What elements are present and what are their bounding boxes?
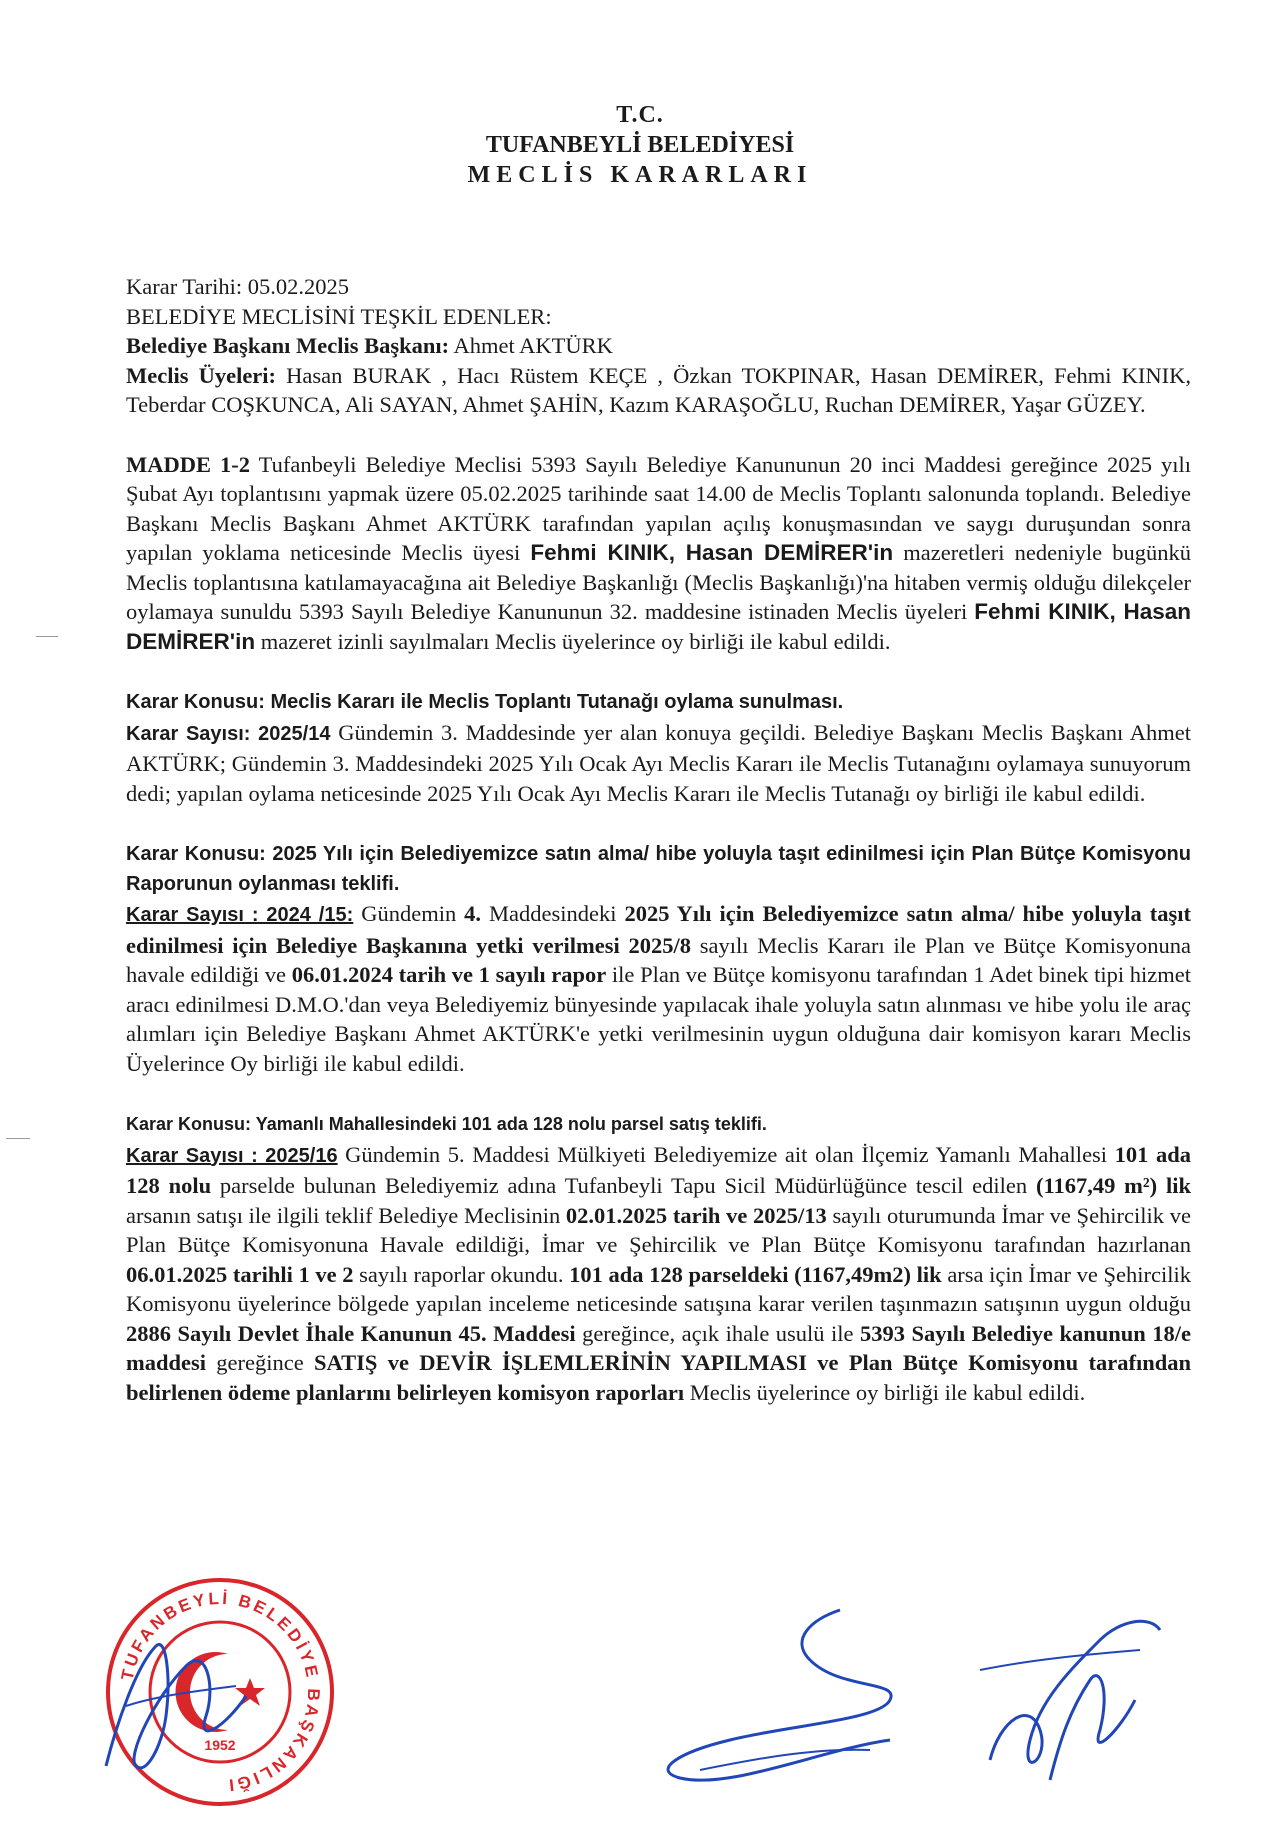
decision-date: Karar Tarihi: 05.02.2025	[126, 274, 349, 299]
karar1-number: Karar Sayısı: 2025/14	[126, 722, 331, 745]
council-members	[126, 361, 1191, 420]
signature-left-icon	[96, 1606, 256, 1786]
karar3-paragraph: Karar Sayısı : 2025/16 Gündemin 5. Maddesi Mülkiyeti Belediyemize ait olan İlçemiz Yamanlı Mahallesi 101 ada 128 nolu parselde bulunan Belediyemiz adına Tufanbeyli Tapu Sicil Müdürlüğünce tescil edilen (1167,49 m²) lik arsanın satışı ile ilgili teklif Belediye Meclisinin 02.01.2025 tarih ve 2025/13 sayılı oturumunda İmar ve Şehircilik ve Plan Bütçe Komisyonuna Havale edildiği, İmar ve Şehircilik ve Plan Bütçe Komisyonu tarafından hazırlanan 06.01.2025 tarihli 1 ve 2 sayılı raporlar okundu. 101 ada 128 parseldeki (1167,49m2) lik arsa için İmar ve Şehircilik Komisyonu üyelerince bölgede yapılan inceleme neticesinde satışına karar verilen taşınmazın satışının uygun olduğu 2886 Sayılı Devlet İhale Kanunun 45. Maddesi gereğince, açık ihale usulü ile 5393 Sayılı Belediye kanunun 18/e maddesi gereğince SATIŞ ve DEVİR İŞLEMLERİNİN YAPILMASI ve Plan Bütçe Komisyonu tarafından belirlenen ödeme planlarını belirleyen komisyon raporları Meclis üyelerince oy birliği ile kabul edildi.	[126, 1141, 1192, 1405]
madde-paragraph: MADDE 1-2 Tufanbeyli Belediye Meclisi 5393 Sayılı Belediye Kanununun 20 inci Maddesi gereğince 2025 yılı Şubat Ayı toplantısını yapmak üzere 05.02.2025 tarihinde saat 14.00 de Meclis Toplantı salonunda toplandı. Belediye Başkanı Meclis Başkanı Ahmet AKTÜRK tarafından yapılan açılış konuşmasından ve saygı duruşundan sonra yapılan yoklama neticesinde Meclis üyesi Fehmi KINIK, Hasan DEMİRER'in mazeretleri nedeniyle bugünkü Meclis toplantısına katılamayacağına ait Belediye Başkanlığı (Meclis Başkanlığı)'na hitaben vermiş olduğu dilekçeler oylamaya sunuldu 5393 Sayılı Belediye Kanununun 32. maddesine istinaden Meclis üyeleri Fehmi KINIK, Hasan DEMİRER'in mazeret izinli sayılmaları Meclis üyelerince oy birliği ile kabul edildi.	[126, 451, 1191, 654]
council-president	[126, 331, 1191, 361]
header-title: MECLİS KARARLARI	[467, 162, 813, 188]
margin-mark	[6, 1138, 30, 1139]
karar1-subject: Karar Konusu: Meclis Kararı ile Meclis Toplantı Tutanağı oylama sunulması.	[126, 691, 844, 713]
document-header	[0, 100, 1280, 190]
margin-mark	[36, 636, 58, 637]
karar1-paragraph: Karar Sayısı: 2025/14 Gündemin 3. Maddesinde yer alan konuya geçildi. Belediye Başkanı Meclis Başkanı Ahmet AKTÜRK; Gündemin 3. Maddesindeki 2025 Yılı Ocak Ayı Meclis Kararı ile Meclis Tutanağını oylamaya sunuyorum dedi; yapılan oylama neticesinde 2025 Yılı Ocak Ayı Meclis Kararı ile Meclis Tutanağı oy birliği ile kabul edildi.	[126, 719, 1191, 806]
president-name: Ahmet AKTÜRK	[449, 333, 613, 358]
seal-ring-text: TUFANBEYLİ BELEDİYE BAŞKANLIĞI	[117, 1588, 324, 1795]
council-composition-heading: BELEDİYE MECLİSİNİ TEŞKİL EDENLER:	[126, 303, 552, 329]
header-institution: TUFANBEYLİ BELEDİYESİ	[485, 132, 795, 158]
madde-label: MADDE 1-2	[126, 451, 251, 477]
document-body	[126, 272, 1191, 1407]
signature-right-icon	[960, 1610, 1170, 1800]
karar2-paragraph: Karar Sayısı : 2024 /15: Gündemin 4. Maddesindeki 2025 Yılı için Belediyemizce satın alma/ hibe yoluyla taşıt edinilmesi için Belediye Başkanına yetki verilmesi 2025/8 sayılı Meclis Kararı ile Plan ve Bütçe Komisyonuna havale edildiği ve 06.01.2024 tarih ve 1 sayılı rapor ile Plan ve Bütçe komisyonu tarafından 1 Adet binek tipi hizmet aracı edinilmesi D.M.O.'dan veya Belediyemiz bünyesinde yapılacak ihale yoluyla satın alınması ve hibe yolu ile araç alımları için Belediye Başkanı Ahmet AKTÜRK'e yetki verilmesinin uygun olduğuna dair komisyon kararı Meclis Üyelerince Oy birliği ile kabul edildi.	[126, 901, 1191, 1076]
members-label: Meclis Üyeleri:	[126, 362, 277, 388]
seal-year: 1952	[204, 1737, 236, 1753]
signature-middle-icon	[640, 1600, 970, 1810]
president-label: Belediye Başkanı Meclis Başkanı:	[126, 333, 450, 358]
members-list: Hasan BURAK , Hacı Rüstem KEÇE , Özkan TOKPINAR, Hasan DEMİRER, Fehmi KINIK, Teberdar COŞKUNCA, Ali SAYAN, Ahmet ŞAHİN, Kazım KARAŞOĞLU, Ruchan DEMİRER, Yaşar GÜZEY.	[126, 362, 1191, 417]
karar3-number: Karar Sayısı : 2025/16	[126, 1144, 338, 1167]
header-tc: T.C.	[616, 102, 664, 128]
karar2-subject: Karar Konusu: 2025 Yılı için Belediyemizce satın alma/ hibe yoluyla taşıt edinilmesi için Plan Bütçe Komisyonu Raporunun oylanması teklifi.	[126, 843, 1191, 895]
karar2-number: Karar Sayısı : 2024 /15:	[126, 904, 354, 926]
karar3-subject: Karar Konusu: Yamanlı Mahallesindeki 101 ada 128 nolu parsel satış teklifi.	[126, 1114, 767, 1134]
